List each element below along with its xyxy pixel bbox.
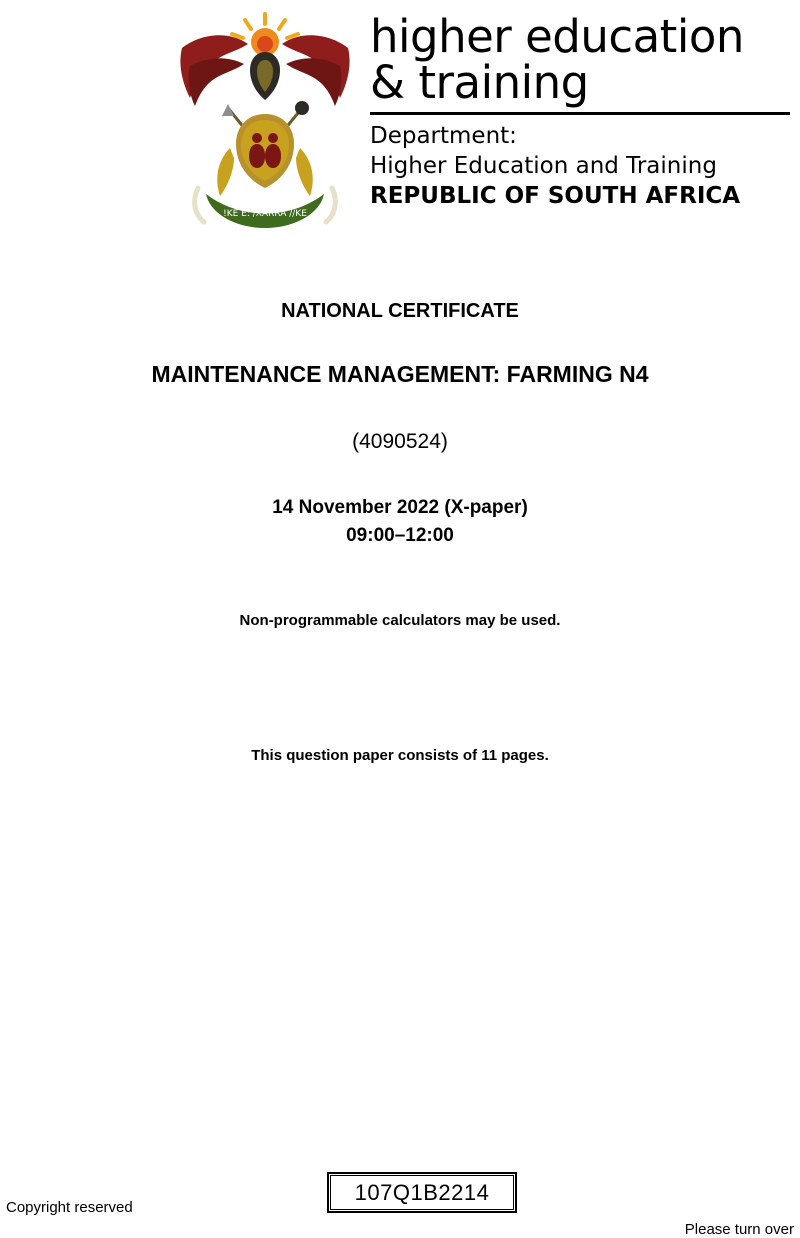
department-name: Higher Education and Training [370,153,717,179]
department-label: Department: [370,123,517,149]
paper-code: 107Q1B2214 [330,1175,514,1210]
calculator-note: Non-programmable calculators may be used. [239,612,561,629]
subject-title: MAINTENANCE MANAGEMENT: FARMING N4 [151,361,649,387]
copyright-notice: Copyright reserved [6,1199,133,1216]
department-wordmark [360,8,790,211]
exam-cover-details [0,300,800,764]
subject-code: (4090524) [352,430,448,453]
exam-date: 14 November 2022 (X-paper) [272,497,528,518]
coat-of-arms-motto: !KE E: /XARRA //KE [223,209,307,219]
page-count-note: This question paper consists of 11 pages. [251,747,549,764]
wordmark-divider [370,112,790,115]
document-header [170,8,790,240]
exam-time: 09:00–12:00 [346,525,454,546]
brand-line-2: & training [370,56,589,109]
coat-of-arms-icon [170,8,360,240]
exam-datetime [0,494,800,550]
paper-code-box [327,1172,517,1213]
brand-line-1: higher education [370,10,744,63]
country-name: REPUBLIC OF SOUTH AFRICA [370,183,741,209]
turn-over-notice: Please turn over [684,1221,794,1238]
certificate-title: NATIONAL CERTIFICATE [281,300,519,322]
